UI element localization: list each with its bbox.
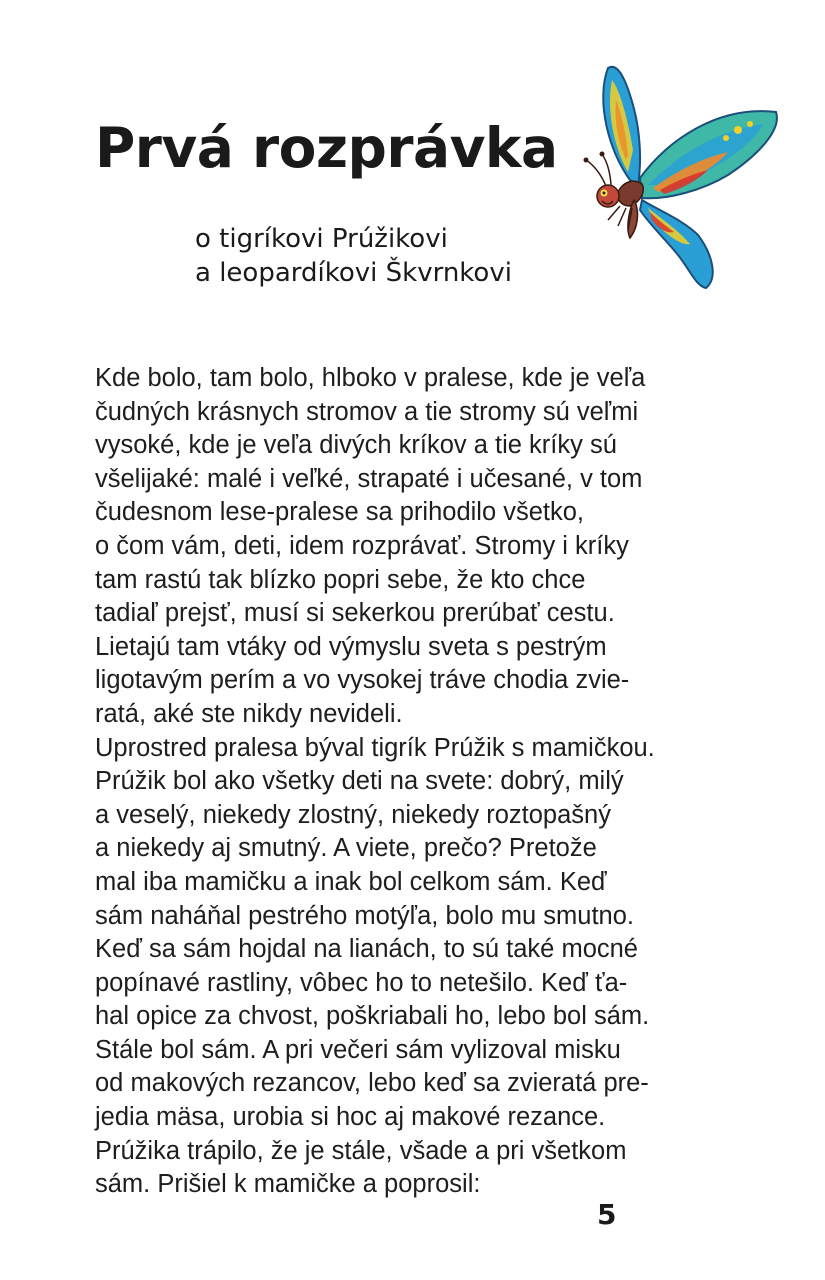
story-subtitle — [195, 222, 512, 290]
body-line: jedia mäsa, urobia si hoc aj makové rezance. — [95, 1103, 606, 1132]
body-line: a niekedy aj smutný. A viete, prečo? Pretože — [95, 834, 597, 863]
body-line: tadiaľ prejsť, musí si sekerkou prerúbať cestu. — [95, 599, 615, 628]
body-line: Prúžik bol ako všetky deti na svete: dobrý, milý — [95, 767, 624, 796]
body-line: Lietajú tam vtáky od výmyslu sveta s pestrým — [95, 632, 607, 661]
body-line: Kde bolo, tam bolo, hlboko v pralese, kde je veľa — [95, 364, 646, 392]
body-line: sám naháňal pestrého motýľa, bolo mu smutno. — [95, 901, 634, 930]
body-line: tam rastú tak blízko popri sebe, že kto chce — [95, 565, 586, 594]
story-title: Prvá rozprávka — [95, 116, 558, 180]
subtitle-line: a leopardíkovi Škvrnkovi — [195, 258, 512, 288]
page-number: 5 — [597, 1198, 617, 1231]
body-line: ratá, aké ste nikdy nevideli. — [95, 699, 403, 728]
body-line: Prúžika trápilo, že je stále, všade a pri všetkom — [95, 1136, 627, 1165]
body-line: Uprostred pralesa býval tigrík Prúžik s mamičkou. — [95, 733, 655, 762]
body-line: čudných krásnych stromov a tie stromy sú veľmi — [95, 397, 639, 426]
body-line: Keď sa sám hojdal na lianách, to sú také mocné — [95, 935, 638, 964]
body-line: ligotavým perím a vo vysokej tráve chodia zvie- — [95, 666, 630, 695]
body-line: hal opice za chvost, poškriabali ho, lebo bol sám. — [95, 1002, 650, 1031]
body-line: sám. Prišiel k mamičke a poprosil: — [95, 1170, 481, 1199]
body-line: Stále bol sám. A pri večeri sám vylizoval misku — [95, 1035, 621, 1064]
body-line: vysoké, kde je veľa divých kríkov a tie kríky sú — [95, 431, 617, 460]
body-line: čudesnom lese-pralese sa prihodilo všetko, — [95, 498, 585, 527]
body-line: všelijaké: malé i veľké, strapaté i učesané, v tom — [95, 464, 643, 493]
body-line: a veselý, niekedy zlostný, niekedy roztopašný — [95, 800, 611, 829]
body-line: mal iba mamičku a inak bol celkom sám. Keď — [95, 867, 607, 896]
body-line: od makových rezancov, lebo keď sa zvieratá pre- — [95, 1069, 649, 1098]
body-line: popínavé rastliny, vôbec ho to netešilo. Keď ťa- — [95, 968, 628, 997]
subtitle-line: o tigríkovi Prúžikovi — [195, 224, 448, 254]
body-line: o čom vám, deti, idem rozprávať. Stromy i kríky — [95, 531, 629, 560]
story-body — [95, 362, 755, 1202]
butterfly-icon — [578, 60, 783, 295]
